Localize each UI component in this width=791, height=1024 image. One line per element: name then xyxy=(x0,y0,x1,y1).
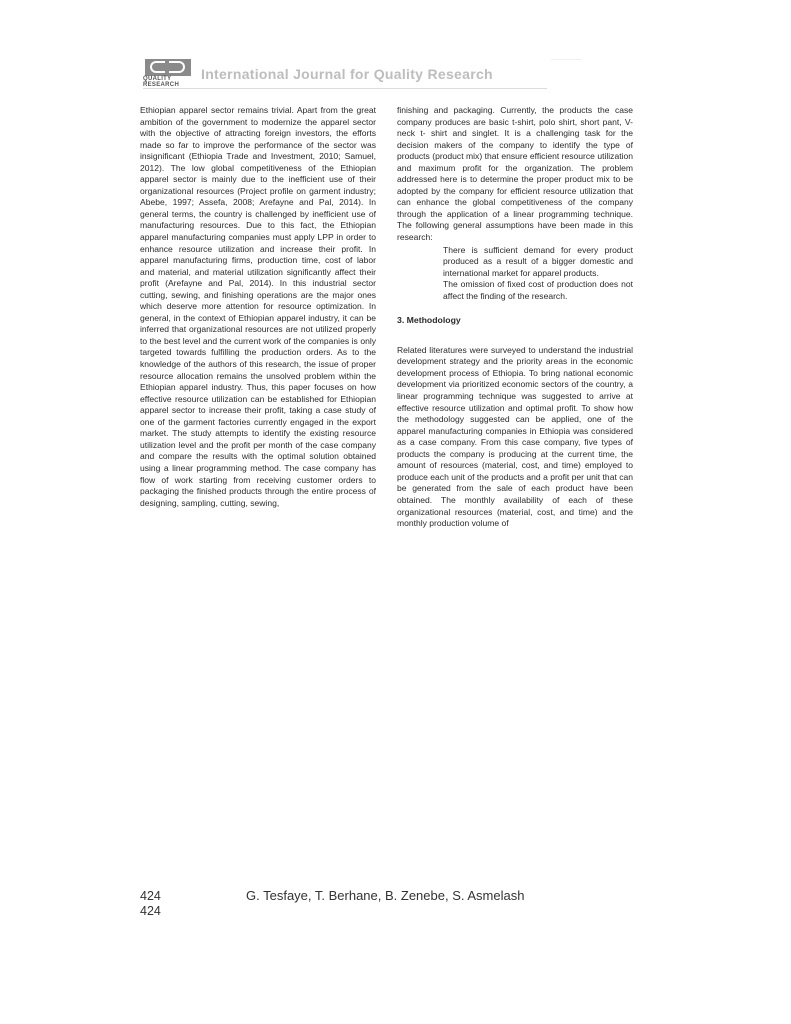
page-number: 424 xyxy=(140,889,161,903)
section-heading: 3. Methodology xyxy=(397,315,461,326)
body-paragraph: Ethiopian apparel sector remains trivial. Apart from the great ambition of the government to modernize the apparel sector with the objective of attracting foreign investors, the efforts made so far to improve the performance of the sector was insignificant (Ethiopia Trade and Investment, 2010; Samuel, 2012). The low global competitiveness of the Ethiopian apparel sector is mainly due to the inefficient use of their organizational resources (Project profile on garment industry; Abebe, 1997; Assefa, 2008; Arefayne and Pal, 2014). In general terms, the country is challenged by inefficient use of manufacturing resources. Due to this fact, the Ethiopian apparel manufacturing companies must apply LPP in order to enhance resource utilization and increase their profit. In apparel manufacturing firms, production time, cost of labor and material, and material utilization significantly affect their profit (Arefayne and Pal, 2014). In this industrial sector cutting, sewing, and finishing operations are the major ones which deserve more attention for resource optimization. In general, in the context of Ethiopian apparel industry, it can be inferred that organizational resources are not utilized properly to the best level and the current work of the companies is only targeted towards fulfilling the production orders. As to the knowledge of the authors of this research, the issue of proper resource allocation remains the unsolved problem within the Ethiopian apparel industry. Thus, this paper focuses on how effective resource utilization can be established for Ethiopian apparel sector to increase their profit, taking a case study of one of the garment factories currently engaged in the export market. The study attempts to identify the existing resource utilization level and the profit per month of the case company and compare the results with the optimal solution obtained using a linear programming method. The case company has flow of work starting from receiving customer orders to packaging the finished products through the entire process of designing, sampling, cutting, sewing, xyxy=(140,105,376,508)
page-header xyxy=(143,59,649,90)
list-item xyxy=(397,245,633,280)
header-divider xyxy=(143,88,547,89)
body-paragraph: finishing and packaging. Currently, the products the case company produces are basic t-shirt, polo shirt, short pant, V-neck t- shirt and singlet. It is a challenging task for the decision makers of the company to identify the type of products (product mix) that ensure efficient resource utilization and maximum profit for the organization. The problem addressed here is to determine the proper product mix to be adopted by the company for efficient resource utilization that can enhance the global competitiveness of the company through the application of a linear programming technique. The following general assumptions have been made in this research: xyxy=(397,105,633,243)
journal-logo xyxy=(143,59,195,87)
assumptions-list xyxy=(397,245,633,303)
page-footer xyxy=(140,889,560,919)
right-column xyxy=(397,105,633,530)
logo-text-research: RESEARCH xyxy=(143,82,180,88)
left-column xyxy=(140,105,376,509)
list-item-text: The omission of fixed cost of production does not affect the finding of the research. xyxy=(443,279,633,301)
list-item xyxy=(397,279,633,302)
authors: G. Tesfaye, T. Berhane, B. Zenebe, S. Asmelash xyxy=(246,888,525,903)
qr-logo-mark xyxy=(145,59,191,76)
journal-title: International Journal for Quality Research xyxy=(201,66,493,82)
page-number: 424 xyxy=(140,904,161,918)
header-faint-line xyxy=(551,59,581,60)
body-paragraph: Related literatures were surveyed to understand the industrial development strategy and the priority areas in the economic development process of Ethiopia. To bring national economic development via prioritized economic sectors of the country, a linear programming technique was suggested to arrive at effective resource utilization and optimal profit. To show how the methodology suggested can be applied, one of the apparel manufacturing companies in Ethiopia was considered as a case company. From this case company, five types of products the company is producing at the current time, the amount of resources (material, cost, and time) employed to produce each unit of the products and a profit per unit that can be generated from the sale of each product have been obtained. The monthly availability of each of these organizational resources (material, cost, and time) and the monthly production volume of xyxy=(397,344,633,529)
list-item-text: There is sufficient demand for every product produced as a result of a bigger domestic and international market for apparel products. xyxy=(443,244,633,278)
logo-text-quality: QUALITY xyxy=(143,76,172,82)
